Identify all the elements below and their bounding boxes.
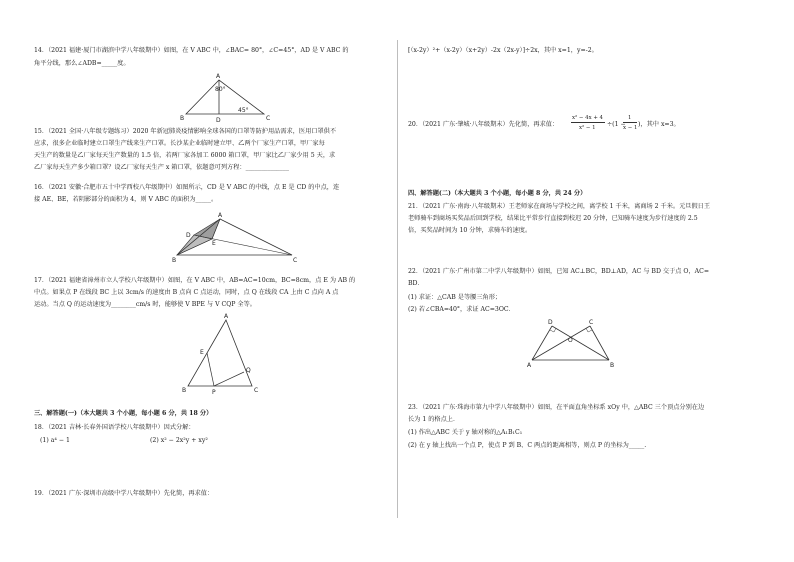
q20-inner-denominator: x − 1 — [623, 125, 638, 131]
q15-line1: 15．（2021 全国·八年级专题练习）2020 年新冠肺炎疫情影响全球各国的口罩等防护用品需求，医用口罩供不 — [34, 128, 337, 135]
label-b: B — [182, 387, 187, 394]
q21-line2: 老师骑车到商场买奖品后回到学校，结果比平常步行直接到校迟 20 分钟，已知骑车速度为步行速度的 2.5 — [408, 215, 698, 222]
q17-line2: 中点。如果点 P 在线段 BC 上以 3cm/s 的速度由 B 点向 C 点运动，同时，点 Q 在线段 CA 上由 C 点向 A 点 — [34, 289, 339, 296]
q23-part2: (2) 在 y 轴上找出一个点 P，使点 P 到 B、C 两点的距离相等，则点 P 的坐标为_____. — [408, 442, 647, 449]
q21-line1: 21．（2021 广东·南海·八年级期末）王老师家在商场与学校之间，离学校 1 千米，离商场 2 千米。元旦假日王 — [408, 203, 711, 210]
q22-line1: 22．（2021 广东·广州市第二中学八年级期中）如图，已知 AC⊥BC，BD⊥AD，AC 与 BD 交于点 O，AC= — [408, 268, 710, 275]
label-angle-80: 80° — [215, 86, 226, 93]
q22-figure — [527, 319, 617, 369]
q14-triangle-figure — [182, 74, 272, 124]
q22-line2: BD． — [408, 280, 424, 287]
label-c: C — [254, 387, 259, 394]
q17-triangle-figure — [180, 313, 270, 396]
label-a: A — [224, 313, 229, 320]
column-divider — [397, 40, 398, 518]
segment-pq — [214, 372, 244, 386]
q20-suffix: )，其中 x=3。 — [638, 121, 680, 128]
q17-line3: 运动。当点 Q 的运动速度为________cm/s 时，能够使 V BPE 与 V CQP 全等。 — [34, 301, 256, 308]
q20-fraction-denominator: x² − 1 — [579, 125, 596, 131]
q22-part2: (2) 若∠CBA=40°，求证 AC=3OC． — [408, 306, 515, 313]
q16-line1: 16．（2021 安徽·合肥市五十中学西校八年级期中）如图所示，CD 是 V ABC 的中线，点 E 是 CD 的中点，连 — [34, 184, 340, 191]
q20-inner-fraction-bar — [623, 122, 637, 123]
label-c: C — [293, 257, 298, 264]
section-4-heading: 四、解答题(二)（本大题共 3 个小题，每小题 8 分，共 24 分） — [408, 190, 587, 197]
q20-inner-numerator: 1 — [628, 115, 632, 121]
q19-line1: 19．（2021 广东·深圳市高级中学八年级期中）先化简，再求值： — [34, 490, 214, 497]
q15-line3: 天生产的数量是乙厂家每天生产数量的 1.5 倍，若两厂家各加工 6000 箱口罩，甲厂家比乙厂家少用 5 天，求 — [34, 152, 336, 159]
triangle-abc — [188, 320, 252, 386]
label-p: P — [212, 389, 216, 396]
section-3-heading: 三、解答题(一)（本大题共 3 个小题，每小题 6 分，共 18 分） — [34, 410, 213, 417]
label-e: E — [200, 349, 204, 356]
label-c: C — [589, 319, 594, 326]
label-d: D — [216, 117, 221, 124]
label-a: A — [527, 362, 532, 369]
q20-fraction-numerator: x² − 4x + 4 — [572, 115, 603, 121]
label-e: E — [212, 240, 216, 247]
label-b: B — [172, 257, 177, 264]
segment-ad — [532, 326, 552, 360]
q17-line1: 17．（2021 福建省漳州市立人学校八年级期中）如图，在 V ABC 中，AB=AC=10cm，BC=8cm，点 E 为 AB 的 — [34, 277, 356, 284]
q16-triangle-figure — [172, 212, 302, 264]
label-c: C — [266, 115, 271, 122]
segment-cd — [194, 235, 292, 255]
label-d: D — [186, 232, 191, 239]
q20-divide-text: ÷(1 − — [607, 121, 626, 128]
q23-line2: 长为 1 的格点上． — [408, 416, 460, 423]
q18-line1: 18．（2021 吉林·长春外国语学校八年级期中）因式分解： — [34, 424, 195, 431]
q14-line1: 14．（2021 福建·厦门市湖滨中学八年级期中）如图，在 V ABC 中，∠BAC= 80°，∠C=45°，AD 是 V ABC 的 — [34, 47, 349, 54]
q16-line2: 接 AE、BE，若阴影部分的面积为 4，则 V ABC 的面积为_____。 — [34, 196, 218, 203]
q22-part1: (1) 求证：△CAB 是等腰三角形； — [408, 294, 502, 301]
label-d: D — [548, 319, 553, 326]
label-b: B — [180, 115, 185, 122]
q19-continued: [（x-2y）²+（x-2y）（x+2y）-2x（2x-y）]÷2x，其中 x=1，y=-2。 — [408, 47, 598, 54]
q23-line1: 23．（2021 广东·珠海市第九中学八年级期中）如图，在平面直角坐标系 xOy 中，△ABC 三个顶点分别在边 — [408, 404, 705, 411]
q18-part1: (1) a⁴ − 1 — [40, 437, 70, 444]
label-a: A — [216, 73, 221, 80]
q18-part2: (2) x² − 2x²y + xy² — [150, 437, 208, 444]
label-angle-45: 45° — [238, 107, 249, 114]
q14-line2: 角平分线，那么∠ADB=_____度。 — [34, 60, 130, 67]
label-a: A — [218, 212, 223, 219]
q15-line4: 乙厂家每天生产多少箱口罩？设乙厂家每天生产 x 箱口罩，依题意可列方程：______________ — [34, 164, 289, 171]
q15-line2: 应求，很多企业临时建立口罩生产线来生产口罩。长沙某企业临时建立甲、乙两个厂家生产口罩，甲厂家每 — [34, 140, 325, 147]
q23-part1: (1) 作出△ABC 关于 y 轴对称的△A₁B₁C₁ — [408, 429, 523, 436]
label-q: Q — [246, 367, 251, 374]
shaded-region-2 — [177, 235, 212, 255]
q20-prefix: 20．（2021 广东·肇城·八年级期末）先化简，再求值： — [408, 121, 559, 128]
segment-bc — [590, 326, 609, 360]
label-o: O — [568, 337, 573, 344]
label-b: B — [610, 362, 615, 369]
segment-ep — [207, 353, 214, 386]
q20-fraction-bar — [571, 122, 605, 123]
q21-line3: 倍，买奖品时间为 10 分钟，求骑车的速度。 — [408, 227, 532, 234]
